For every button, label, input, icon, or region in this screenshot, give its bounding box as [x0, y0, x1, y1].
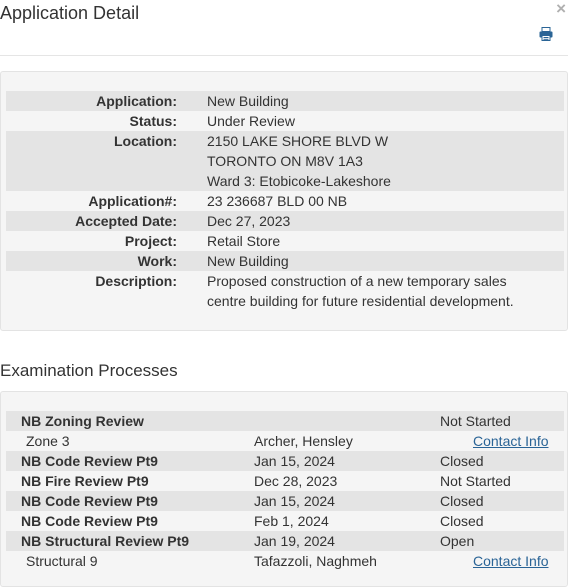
table-row	[6, 451, 564, 471]
close-icon[interactable]: ×	[556, 0, 566, 18]
detail-label: Application:	[96, 93, 177, 109]
detail-label: Accepted Date:	[75, 213, 177, 229]
printer-icon[interactable]	[539, 27, 553, 41]
examiner-name: Tafazzoli, Naghmeh	[254, 553, 377, 569]
detail-value: New Building	[207, 93, 289, 109]
process-name: NB Zoning Review	[21, 413, 144, 429]
process-status: Closed	[440, 513, 484, 529]
detail-value: New Building	[207, 253, 289, 269]
contact-info-link[interactable]: Contact Info	[473, 553, 549, 569]
detail-list	[6, 91, 564, 311]
detail-value: 2150 LAKE SHORE BLVD W TORONTO ON M8V 1A3 Ward 3: Etobicoke-Lakeshore	[207, 133, 391, 189]
examination-table	[6, 411, 564, 571]
table-row	[6, 411, 564, 431]
detail-row-accepted-date	[6, 211, 564, 231]
process-date: Jan 15, 2024	[254, 453, 335, 469]
detail-row-application-number	[6, 191, 564, 211]
process-status: Closed	[440, 493, 484, 509]
page-title: Application Detail	[0, 3, 140, 23]
detail-value: Under Review	[207, 113, 295, 129]
table-row	[6, 551, 564, 571]
process-date: Jan 15, 2024	[254, 493, 335, 509]
examiner-group: Zone 3	[26, 433, 70, 449]
detail-row-description	[6, 271, 564, 311]
examiner-name: Archer, Hensley	[254, 433, 353, 449]
table-row	[6, 531, 564, 551]
process-date: Feb 1, 2024	[254, 513, 329, 529]
detail-label: Application#:	[88, 193, 177, 209]
detail-row-application	[6, 91, 564, 111]
examiner-group: Structural 9	[26, 553, 98, 569]
process-status: Open	[440, 533, 475, 549]
detail-label: Description:	[95, 273, 177, 289]
process-date: Dec 28, 2023	[254, 473, 338, 489]
header-divider	[0, 55, 568, 56]
detail-row-status	[6, 111, 564, 131]
process-name: NB Structural Review Pt9	[21, 533, 190, 549]
detail-value: Proposed construction of a new temporary sales centre building for future residential development.	[207, 273, 514, 309]
detail-row-project	[6, 231, 564, 251]
process-name: NB Code Review Pt9	[21, 493, 158, 509]
section-title: Examination Processes	[0, 361, 178, 380]
detail-row-location	[6, 131, 564, 191]
process-status: Closed	[440, 453, 484, 469]
process-status: Not Started	[440, 413, 511, 429]
contact-info-link[interactable]: Contact Info	[473, 433, 549, 449]
table-row	[6, 491, 564, 511]
application-detail-panel	[0, 71, 568, 331]
process-name: NB Fire Review Pt9	[21, 473, 149, 489]
detail-value: Retail Store	[207, 233, 281, 249]
table-row	[6, 431, 564, 451]
detail-label: Project:	[124, 233, 177, 249]
detail-label: Work:	[137, 253, 177, 269]
process-name: NB Code Review Pt9	[21, 513, 158, 529]
table-row	[6, 471, 564, 491]
table-row	[6, 511, 564, 531]
process-name: NB Code Review Pt9	[21, 453, 158, 469]
detail-label: Location:	[114, 133, 177, 149]
detail-value: 23 236687 BLD 00 NB	[207, 193, 348, 209]
process-date: Jan 19, 2024	[254, 533, 335, 549]
detail-row-work	[6, 251, 564, 271]
process-status: Not Started	[440, 473, 511, 489]
examination-panel	[0, 391, 568, 587]
detail-value: Dec 27, 2023	[207, 213, 291, 229]
detail-label: Status:	[129, 113, 177, 129]
